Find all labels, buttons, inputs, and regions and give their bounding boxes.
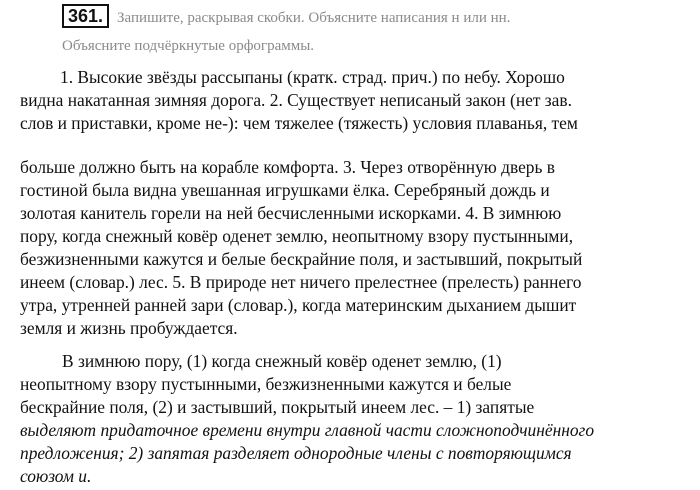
exercise-number: 361.	[62, 4, 109, 28]
text-line: видна накатанная зимняя дорога. 2. Существует неписаный закон (нет зав.	[20, 90, 572, 110]
text-line: инеем (словар.) лес. 5. В природе нет ничего прелестнее (прелесть) раннего	[20, 272, 582, 292]
text-line: предложения; 2) запятая разделяет однородные члены с повторяющимся	[20, 443, 572, 463]
exercise-instruction: Запишите, раскрывая скобки. Объясните написания н или нн.	[117, 10, 511, 26]
text-line: золотая канитель горели на ней бесчисленными искорками. 4. В зимнюю	[20, 203, 562, 223]
text-line: выделяют придаточное времени внутри главной части сложноподчинённого	[20, 420, 595, 440]
text-line: бескрайние поля, (2) и застывший, покрытый инеем лес. – 1) запятые	[20, 397, 535, 417]
exercise-instruction-2: Объясните подчёркнутые орфограммы.	[62, 38, 315, 54]
text-line: слов и приставки, кроме не-): чем тяжелее (тяжесть) условия плаванья, тем	[20, 113, 578, 133]
text-line: земля и жизнь пробуждается.	[20, 318, 238, 338]
text-line: пору, когда снежный ковёр оденет землю, неопытному взору пустынными,	[20, 226, 574, 246]
text-line: союзом и.	[20, 466, 92, 486]
text-line: В зимнюю пору, (1) когда снежный ковёр оденет землю, (1)	[62, 351, 502, 371]
exercise-header	[62, 4, 692, 28]
text-line: больше должно быть на корабле комфорта. 3. Через отворённую дверь в	[20, 157, 555, 177]
text-line: неопытному взору пустынными, безжизненными кажутся и белые	[20, 374, 512, 394]
text-line: утра, утренней ранней зари (словар.), когда материнским дыханием дышит	[20, 295, 577, 315]
text-line: безжизненными кажутся и белые бескрайние поля, и застывший, покрытый	[20, 249, 583, 269]
text-line: 1. Высокие звёзды рассыпаны (кратк. страд. прич.) по небу. Хорошо	[60, 67, 565, 87]
text-line: гостиной была видна увешанная игрушками ёлка. Серебряный дождь и	[20, 180, 550, 200]
